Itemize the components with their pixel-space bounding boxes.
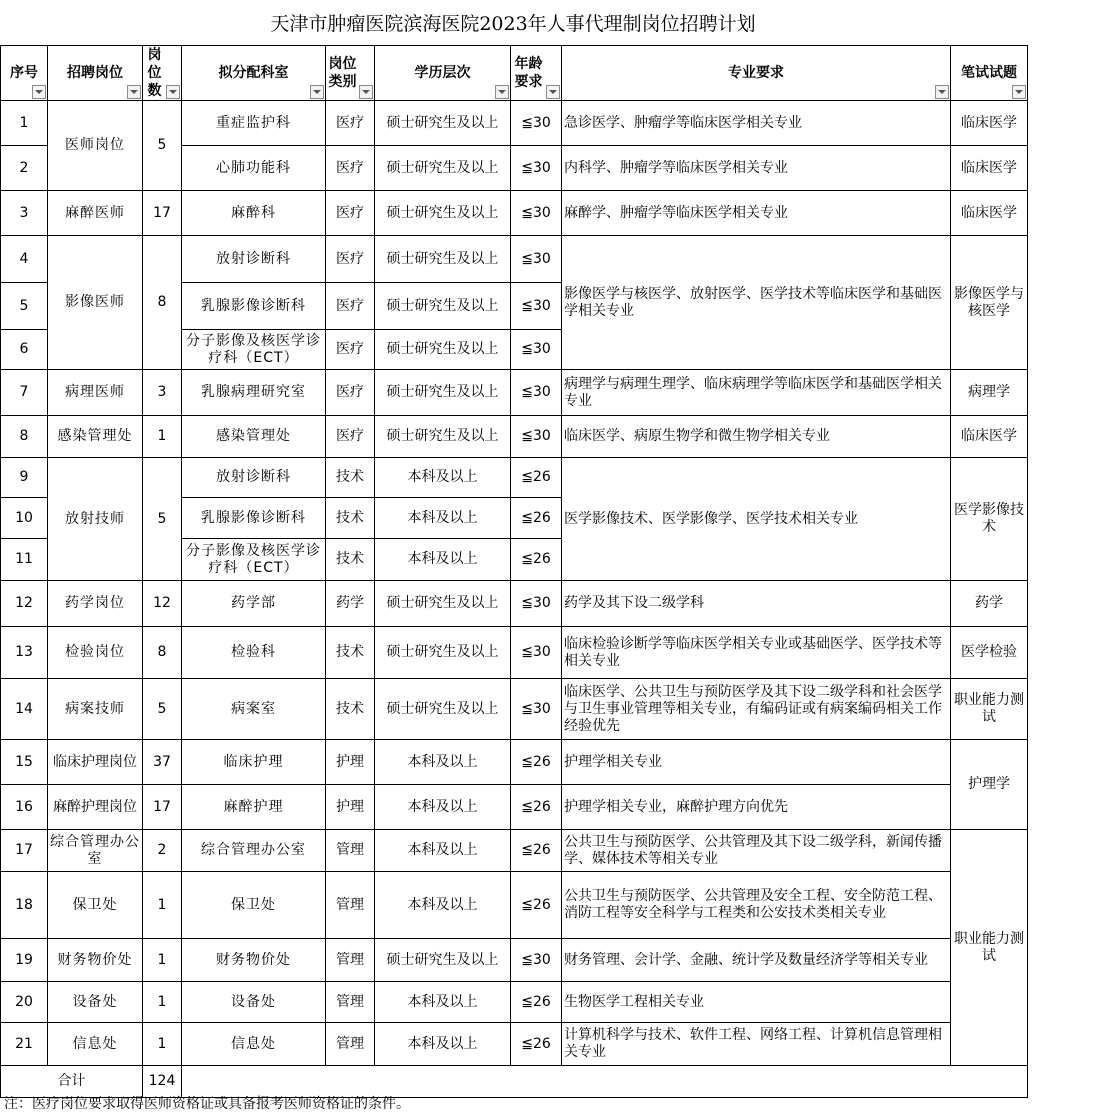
position-cell[interactable]: 病案技师 — [48, 679, 143, 740]
dept-cell[interactable]: 病案室 — [182, 679, 326, 740]
table-row — [1, 191, 1028, 236]
major-cell[interactable]: 生物医学工程相关专业 — [562, 982, 951, 1023]
filter-dropdown-icon[interactable] — [310, 85, 324, 99]
age-cell[interactable]: ≦30 — [511, 416, 562, 458]
age-cell[interactable]: ≦30 — [511, 330, 562, 370]
type-cell[interactable]: 技术 — [326, 498, 375, 539]
table-row — [1, 416, 1028, 458]
age-cell[interactable]: ≦30 — [511, 627, 562, 679]
seq-cell[interactable]: 8 — [1, 416, 48, 458]
edu-cell[interactable]: 硕士研究生及以上 — [375, 416, 511, 458]
seq-cell[interactable]: 17 — [1, 830, 48, 872]
age-cell[interactable]: ≦26 — [511, 1023, 562, 1066]
edu-cell[interactable]: 本科及以上 — [375, 1023, 511, 1066]
seq-cell[interactable]: 14 — [1, 679, 48, 740]
edu-cell[interactable]: 本科及以上 — [375, 458, 511, 498]
edu-cell[interactable]: 本科及以上 — [375, 982, 511, 1023]
dept-cell[interactable]: 检验科 — [182, 627, 326, 679]
major-cell[interactable]: 医学影像技术、医学影像学、医学技术相关专业 — [562, 458, 951, 581]
major-cell[interactable]: 公共卫生与预防医学、公共管理及其下设二级学科，新闻传播学、媒体技术等相关专业 — [562, 830, 951, 872]
dept-cell[interactable]: 放射诊断科 — [182, 458, 326, 498]
type-cell[interactable]: 医疗 — [326, 370, 375, 416]
header-major: 专业要求 — [562, 46, 951, 101]
table-row — [1, 830, 1028, 872]
seq-cell[interactable]: 2 — [1, 146, 48, 191]
edu-cell[interactable]: 硕士研究生及以上 — [375, 146, 511, 191]
table-row — [1, 101, 1028, 146]
header-edu: 学历层次 — [375, 46, 511, 101]
exam-cell[interactable]: 护理学 — [951, 740, 1028, 830]
major-cell[interactable]: 财务管理、会计学、金融、统计学及数量经济学等相关专业 — [562, 939, 951, 982]
seq-cell[interactable]: 9 — [1, 458, 48, 498]
position-cell[interactable]: 药学岗位 — [48, 581, 143, 627]
table-row — [1, 370, 1028, 416]
seq-cell[interactable]: 16 — [1, 785, 48, 830]
count-cell[interactable]: 3 — [143, 370, 182, 416]
count-cell[interactable]: 5 — [143, 679, 182, 740]
count-cell[interactable]: 12 — [143, 581, 182, 627]
dept-cell[interactable]: 临床护理 — [182, 740, 326, 785]
exam-cell[interactable]: 病理学 — [951, 370, 1028, 416]
count-cell[interactable]: 1 — [143, 872, 182, 939]
seq-cell[interactable]: 11 — [1, 539, 48, 581]
edu-cell[interactable]: 本科及以上 — [375, 872, 511, 939]
filter-dropdown-icon[interactable] — [32, 85, 46, 99]
major-cell[interactable]: 麻醉学、肿瘤学等临床医学相关专业 — [562, 191, 951, 236]
age-cell[interactable]: ≦26 — [511, 785, 562, 830]
type-cell[interactable]: 护理 — [326, 740, 375, 785]
edu-cell[interactable]: 本科及以上 — [375, 830, 511, 872]
exam-cell[interactable]: 药学 — [951, 581, 1028, 627]
type-cell[interactable]: 技术 — [326, 458, 375, 498]
dept-cell[interactable]: 分子影像及核医学诊疗科（ECT） — [182, 539, 326, 581]
seq-cell[interactable]: 19 — [1, 939, 48, 982]
table-row — [1, 627, 1028, 679]
dept-cell[interactable]: 药学部 — [182, 581, 326, 627]
type-cell[interactable]: 管理 — [326, 872, 375, 939]
edu-cell[interactable]: 硕士研究生及以上 — [375, 581, 511, 627]
edu-cell[interactable]: 硕士研究生及以上 — [375, 283, 511, 330]
filter-dropdown-icon[interactable] — [546, 85, 560, 99]
dept-cell[interactable]: 放射诊断科 — [182, 236, 326, 283]
exam-cell[interactable]: 影像医学与核医学 — [951, 236, 1028, 370]
seq-cell[interactable]: 3 — [1, 191, 48, 236]
position-cell[interactable]: 综合管理办公室 — [48, 830, 143, 872]
type-cell[interactable]: 技术 — [326, 679, 375, 740]
type-cell[interactable]: 医疗 — [326, 330, 375, 370]
count-cell[interactable]: 5 — [143, 101, 182, 191]
major-cell[interactable]: 计算机科学与技术、软件工程、网络工程、计算机信息管理相关专业 — [562, 1023, 951, 1066]
major-cell[interactable]: 临床医学、病原生物学和微生物学相关专业 — [562, 416, 951, 458]
table-row — [1, 785, 1028, 830]
count-cell[interactable]: 1 — [143, 982, 182, 1023]
type-cell[interactable]: 技术 — [326, 627, 375, 679]
edu-cell[interactable]: 硕士研究生及以上 — [375, 330, 511, 370]
dept-cell[interactable]: 重症监护科 — [182, 101, 326, 146]
type-cell[interactable]: 管理 — [326, 1023, 375, 1066]
filter-dropdown-icon[interactable] — [166, 85, 180, 99]
table-row — [1, 581, 1028, 627]
seq-cell[interactable]: 6 — [1, 330, 48, 370]
edu-cell[interactable]: 本科及以上 — [375, 539, 511, 581]
count-cell[interactable]: 17 — [143, 191, 182, 236]
table-row — [1, 1023, 1028, 1066]
footnote: 注：医疗岗位要求取得医师资格证或具备报考医师资格证的条件。 — [4, 1096, 410, 1112]
age-cell[interactable]: ≦26 — [511, 982, 562, 1023]
age-cell[interactable]: ≦30 — [511, 191, 562, 236]
type-cell[interactable]: 医疗 — [326, 283, 375, 330]
major-cell[interactable]: 影像医学与核医学、放射医学、医学技术等临床医学和基础医学相关专业 — [562, 236, 951, 370]
exam-cell[interactable]: 职业能力测试 — [951, 679, 1028, 740]
position-cell[interactable]: 保卫处 — [48, 872, 143, 939]
table-row — [1, 236, 1028, 283]
total-count-cell[interactable]: 124 — [143, 1066, 182, 1098]
header-dept: 拟分配科室 — [182, 46, 326, 101]
header-position: 招聘岗位 — [48, 46, 143, 101]
header-type: 岗位类别 — [326, 46, 375, 101]
exam-cell[interactable]: 临床医学 — [951, 146, 1028, 191]
edu-cell[interactable]: 硕士研究生及以上 — [375, 370, 511, 416]
major-cell[interactable]: 临床医学、公共卫生与预防医学及其下设二级学科和社会医学与卫生事业管理等相关专业，有编码证或有病案编码相关工作经验优先 — [562, 679, 951, 740]
edu-cell[interactable]: 硕士研究生及以上 — [375, 101, 511, 146]
filter-dropdown-icon[interactable] — [495, 85, 509, 99]
dept-cell[interactable]: 信息处 — [182, 1023, 326, 1066]
age-cell[interactable]: ≦26 — [511, 539, 562, 581]
exam-cell[interactable]: 临床医学 — [951, 416, 1028, 458]
type-cell[interactable]: 医疗 — [326, 146, 375, 191]
recruitment-table — [0, 45, 1028, 1098]
age-cell[interactable]: ≦26 — [511, 872, 562, 939]
age-cell[interactable]: ≦30 — [511, 236, 562, 283]
age-cell[interactable]: ≦26 — [511, 830, 562, 872]
type-cell[interactable]: 药学 — [326, 581, 375, 627]
seq-cell[interactable]: 13 — [1, 627, 48, 679]
seq-cell[interactable]: 10 — [1, 498, 48, 539]
type-cell[interactable]: 医疗 — [326, 236, 375, 283]
exam-cell[interactable]: 医学检验 — [951, 627, 1028, 679]
type-cell[interactable]: 管理 — [326, 939, 375, 982]
header-exam: 笔试试题 — [951, 46, 1028, 101]
edu-cell[interactable]: 硕士研究生及以上 — [375, 191, 511, 236]
position-cell[interactable]: 放射技师 — [48, 458, 143, 581]
position-cell[interactable]: 感染管理处 — [48, 416, 143, 458]
total-label-cell[interactable]: 合计 — [1, 1066, 143, 1098]
edu-cell[interactable]: 硕士研究生及以上 — [375, 679, 511, 740]
type-cell[interactable]: 医疗 — [326, 416, 375, 458]
count-cell[interactable]: 1 — [143, 416, 182, 458]
major-cell[interactable]: 护理学相关专业，麻醉护理方向优先 — [562, 785, 951, 830]
exam-cell[interactable]: 临床医学 — [951, 191, 1028, 236]
type-cell[interactable]: 管理 — [326, 982, 375, 1023]
table-row — [1, 458, 1028, 498]
dept-cell[interactable]: 感染管理处 — [182, 416, 326, 458]
edu-cell[interactable]: 本科及以上 — [375, 785, 511, 830]
seq-cell[interactable]: 21 — [1, 1023, 48, 1066]
seq-cell[interactable]: 4 — [1, 236, 48, 283]
seq-cell[interactable]: 18 — [1, 872, 48, 939]
position-cell[interactable]: 麻醉医师 — [48, 191, 143, 236]
dept-cell[interactable]: 设备处 — [182, 982, 326, 1023]
table-row — [1, 982, 1028, 1023]
position-cell[interactable]: 医师岗位 — [48, 101, 143, 191]
header-count: 岗位数 — [143, 46, 182, 101]
edu-cell[interactable]: 本科及以上 — [375, 740, 511, 785]
table-row — [1, 939, 1028, 982]
dept-cell[interactable]: 保卫处 — [182, 872, 326, 939]
filter-dropdown-icon[interactable] — [127, 85, 141, 99]
count-cell[interactable]: 8 — [143, 236, 182, 370]
exam-cell[interactable]: 医学影像技术 — [951, 458, 1028, 581]
position-cell[interactable]: 临床护理岗位 — [48, 740, 143, 785]
filter-dropdown-icon[interactable] — [935, 85, 949, 99]
type-cell[interactable]: 管理 — [326, 830, 375, 872]
age-cell[interactable]: ≦30 — [511, 679, 562, 740]
seq-cell[interactable]: 12 — [1, 581, 48, 627]
type-cell[interactable]: 医疗 — [326, 191, 375, 236]
position-cell[interactable]: 财务物价处 — [48, 939, 143, 982]
table-row — [1, 679, 1028, 740]
age-cell[interactable]: ≦30 — [511, 101, 562, 146]
table-row — [1, 740, 1028, 785]
dept-cell[interactable]: 乳腺影像诊断科 — [182, 498, 326, 539]
major-cell[interactable]: 急诊医学、肿瘤学等临床医学相关专业 — [562, 101, 951, 146]
header-age: 年龄要求 — [511, 46, 562, 101]
type-cell[interactable]: 护理 — [326, 785, 375, 830]
filter-dropdown-icon[interactable] — [359, 85, 373, 99]
edu-cell[interactable]: 本科及以上 — [375, 498, 511, 539]
dept-cell[interactable]: 心肺功能科 — [182, 146, 326, 191]
exam-cell[interactable]: 临床医学 — [951, 101, 1028, 146]
age-cell[interactable]: ≦30 — [511, 581, 562, 627]
count-cell[interactable]: 1 — [143, 1023, 182, 1066]
dept-cell[interactable]: 综合管理办公室 — [182, 830, 326, 872]
position-cell[interactable]: 麻醉护理岗位 — [48, 785, 143, 830]
count-cell[interactable]: 1 — [143, 939, 182, 982]
age-cell[interactable]: ≦26 — [511, 740, 562, 785]
count-cell[interactable]: 17 — [143, 785, 182, 830]
filter-dropdown-icon[interactable] — [1012, 85, 1026, 99]
sheet-title: 天津市肿瘤医院滨海医院2023年人事代理制岗位招聘计划 — [270, 13, 756, 35]
count-cell[interactable]: 2 — [143, 830, 182, 872]
edu-cell[interactable]: 硕士研究生及以上 — [375, 236, 511, 283]
edu-cell[interactable]: 硕士研究生及以上 — [375, 627, 511, 679]
position-cell[interactable]: 信息处 — [48, 1023, 143, 1066]
edu-cell[interactable]: 硕士研究生及以上 — [375, 939, 511, 982]
header-row — [1, 46, 1028, 101]
age-cell[interactable]: ≦26 — [511, 498, 562, 539]
type-cell[interactable]: 技术 — [326, 539, 375, 581]
age-cell[interactable]: ≦30 — [511, 939, 562, 982]
dept-cell[interactable]: 麻醉护理 — [182, 785, 326, 830]
age-cell[interactable]: ≦30 — [511, 283, 562, 330]
dept-cell[interactable]: 分子影像及核医学诊疗科（ECT） — [182, 330, 326, 370]
table-row — [1, 872, 1028, 939]
seq-cell[interactable]: 1 — [1, 101, 48, 146]
major-cell[interactable]: 病理学与病理生理学、临床病理学等临床医学和基础医学相关专业 — [562, 370, 951, 416]
count-cell[interactable]: 5 — [143, 458, 182, 581]
age-cell[interactable]: ≦30 — [511, 370, 562, 416]
dept-cell[interactable]: 乳腺影像诊断科 — [182, 283, 326, 330]
dept-cell[interactable]: 财务物价处 — [182, 939, 326, 982]
major-cell[interactable]: 护理学相关专业 — [562, 740, 951, 785]
exam-cell[interactable]: 职业能力测试 — [951, 830, 1028, 1066]
position-cell[interactable]: 影像医师 — [48, 236, 143, 370]
type-cell[interactable]: 医疗 — [326, 101, 375, 146]
major-cell[interactable]: 临床检验诊断学等临床医学相关专业或基础医学、医学技术等相关专业 — [562, 627, 951, 679]
major-cell[interactable]: 药学及其下设二级学科 — [562, 581, 951, 627]
header-seq: 序号 — [1, 46, 48, 101]
dept-cell[interactable]: 乳腺病理研究室 — [182, 370, 326, 416]
age-cell[interactable]: ≦26 — [511, 458, 562, 498]
count-cell[interactable]: 37 — [143, 740, 182, 785]
major-cell[interactable]: 内科学、肿瘤学等临床医学相关专业 — [562, 146, 951, 191]
seq-cell[interactable]: 5 — [1, 283, 48, 330]
major-cell[interactable]: 公共卫生与预防医学、公共管理及安全工程、安全防范工程、消防工程等安全科学与工程类和公安技术类相关专业 — [562, 872, 951, 939]
position-cell[interactable]: 检验岗位 — [48, 627, 143, 679]
seq-cell[interactable]: 7 — [1, 370, 48, 416]
age-cell[interactable]: ≦30 — [511, 146, 562, 191]
position-cell[interactable]: 设备处 — [48, 982, 143, 1023]
seq-cell[interactable]: 20 — [1, 982, 48, 1023]
dept-cell[interactable]: 麻醉科 — [182, 191, 326, 236]
seq-cell[interactable]: 15 — [1, 740, 48, 785]
count-cell[interactable]: 8 — [143, 627, 182, 679]
position-cell[interactable]: 病理医师 — [48, 370, 143, 416]
